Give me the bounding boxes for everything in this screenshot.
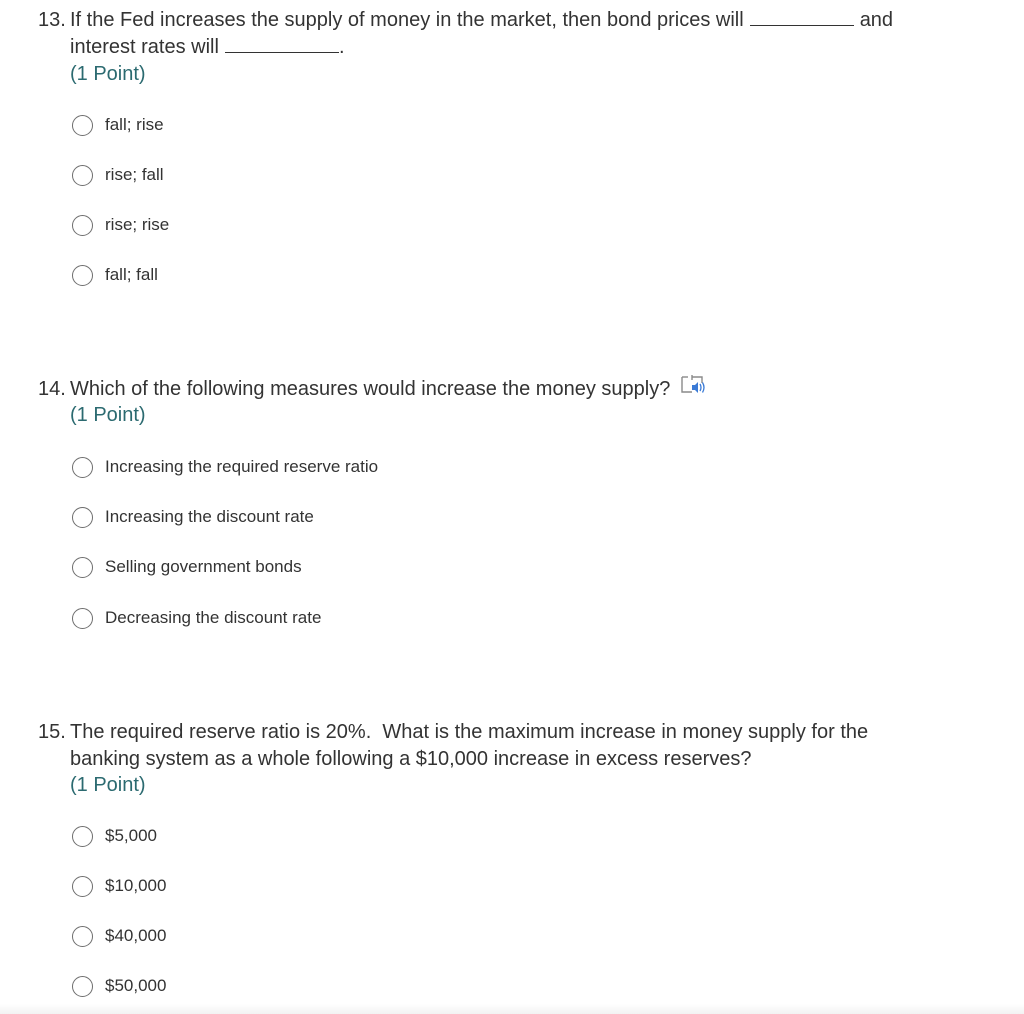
question-13-text-part1: If the Fed increases the supply of money in the market, then bond prices will — [70, 9, 744, 31]
option-label: Decreasing the discount rate — [105, 608, 322, 627]
question-14-option-4[interactable] — [72, 606, 321, 630]
question-14-text — [38, 376, 958, 403]
question-14-option-3[interactable] — [72, 555, 302, 579]
immersive-reader-icon[interactable] — [680, 373, 708, 403]
option-label: $50,000 — [105, 976, 167, 995]
answer-blank-2 — [225, 51, 339, 53]
question-13-text-part3: interest rates will — [70, 35, 219, 58]
radio-button[interactable] — [72, 557, 93, 578]
option-label: $5,000 — [105, 826, 157, 845]
radio-button[interactable] — [72, 165, 93, 186]
question-15-title — [38, 719, 958, 772]
question-13-points: (1 Point) — [70, 63, 146, 85]
question-13-option-1[interactable] — [72, 113, 164, 137]
question-15-option-2[interactable] — [72, 874, 166, 898]
radio-button[interactable] — [72, 215, 93, 236]
question-14-option-2[interactable] — [72, 505, 314, 529]
question-15-option-3[interactable] — [72, 924, 166, 948]
question-14-points: (1 Point) — [70, 404, 146, 426]
option-label: $10,000 — [105, 876, 167, 895]
question-13-text-part2: and — [859, 9, 894, 31]
question-15-option-4[interactable] — [72, 974, 166, 998]
radio-button[interactable] — [72, 876, 93, 897]
question-14-title — [38, 376, 958, 403]
question-13-option-4[interactable] — [72, 263, 158, 287]
option-label: Increasing the discount rate — [105, 507, 314, 526]
question-13-text-end: . — [338, 35, 345, 58]
radio-button[interactable] — [72, 115, 93, 136]
option-label: fall; rise — [105, 115, 164, 134]
option-label: rise; fall — [105, 165, 164, 184]
question-13-title — [38, 7, 958, 60]
question-15-text — [38, 719, 958, 772]
question-15-text-line2: banking system as a whole following a $10,000 increase in excess reserves? — [70, 747, 752, 770]
question-14-number: 14. — [38, 378, 66, 400]
page-bottom-edge — [0, 1004, 1024, 1014]
option-label: $40,000 — [105, 926, 167, 945]
immersive-reader-icon-svg — [680, 373, 708, 395]
question-15-number: 15. — [38, 721, 66, 743]
radio-button[interactable] — [72, 265, 93, 286]
question-15-points: (1 Point) — [70, 774, 146, 796]
answer-blank-1 — [750, 24, 854, 26]
radio-button[interactable] — [72, 507, 93, 528]
question-15-text-line1: The required reserve ratio is 20%. What is the maximum increase in money supply for the — [70, 721, 869, 743]
question-13-option-2[interactable] — [72, 163, 164, 187]
radio-button[interactable] — [72, 608, 93, 629]
radio-button[interactable] — [72, 826, 93, 847]
option-label: rise; rise — [105, 215, 170, 234]
question-14-option-1[interactable] — [72, 455, 378, 479]
question-13-text — [38, 7, 958, 60]
question-13-number: 13. — [38, 9, 66, 31]
radio-button[interactable] — [72, 457, 93, 478]
question-15-option-1[interactable] — [72, 824, 157, 848]
option-label: Selling government bonds — [105, 557, 302, 576]
option-label: fall; fall — [105, 265, 158, 284]
option-label: Increasing the required reserve ratio — [105, 457, 379, 476]
question-14-text-content: Which of the following measures would increase the money supply? — [70, 378, 671, 400]
radio-button[interactable] — [72, 926, 93, 947]
radio-button[interactable] — [72, 976, 93, 997]
question-13-option-3[interactable] — [72, 213, 169, 237]
